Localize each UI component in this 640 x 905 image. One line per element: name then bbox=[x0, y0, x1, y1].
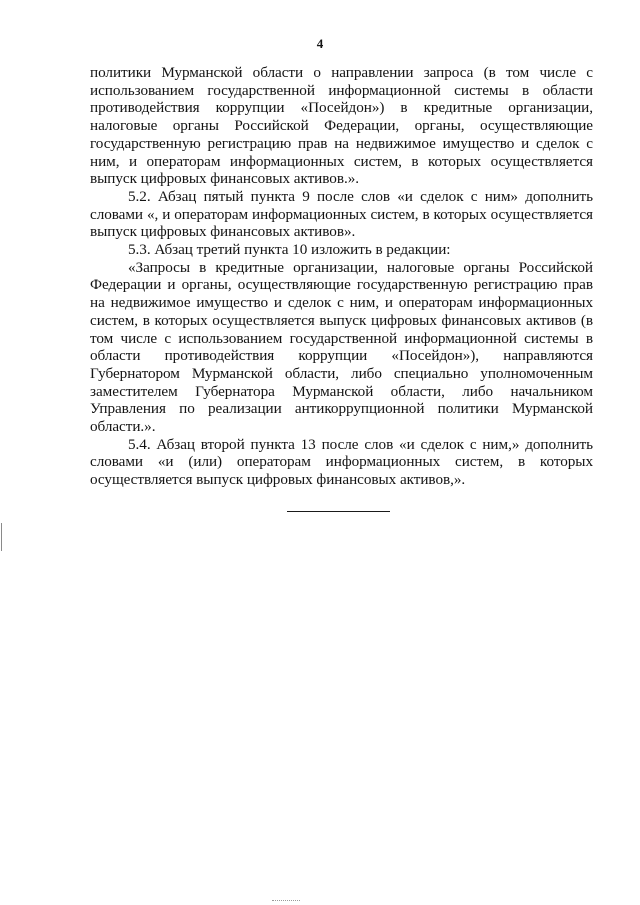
scan-bottom-mark bbox=[272, 900, 300, 901]
paragraph-item-5-4: 5.4. Абзац второй пункта 13 после слов «и сделок с ним,» дополнить словами «и (или) операторам информационных систем, в которых осуществляется выпуск цифровых финансовых активов,». bbox=[90, 435, 593, 489]
scan-margin-mark bbox=[1, 523, 2, 551]
paragraph-item-5-2: 5.2. Абзац пятый пункта 9 после слов «и сделок с ним» дополнить словами «, и операторам информационных систем, в которых осуществляется выпуск цифровых финансовых активов». bbox=[90, 187, 593, 241]
end-of-text-rule bbox=[287, 511, 390, 512]
paragraph-quoted-text: «Запросы в кредитные организации, налоговые органы Российской Федерации и органы, осуществляющие государственную регистрацию прав на недвижимое имущество и сделок с ним, и операторам информационных систем, в которых осуществляется выпуск цифровых финансовых активов (в том числе с использованием государственной информационной системы в области противодействия коррупции «Посейдон»), направляются Губернатором Мурманской области, либо специально уполномоченным заместителем Губернатора Мурманской области, либо начальником Управления по реализации антикоррупционной политики Мурманской области.». bbox=[90, 258, 593, 436]
document-body bbox=[90, 64, 593, 489]
paragraph-item-5-3: 5.3. Абзац третий пункта 10 изложить в редакции: bbox=[128, 241, 451, 259]
paragraph-continuation: политики Мурманской области о направлении запроса (в том числе с использованием государственной информационной системы в области противодействия коррупции «Посейдон») в кредитные организации, налоговые органы Российской Федерации, органы, осуществляющие государственную регистрацию прав на недвижимое имущество и сделок с ним, и операторам информационных систем, в которых осуществляется выпуск цифровых финансовых активов.». bbox=[90, 64, 593, 188]
page-number: 4 bbox=[316, 36, 324, 51]
